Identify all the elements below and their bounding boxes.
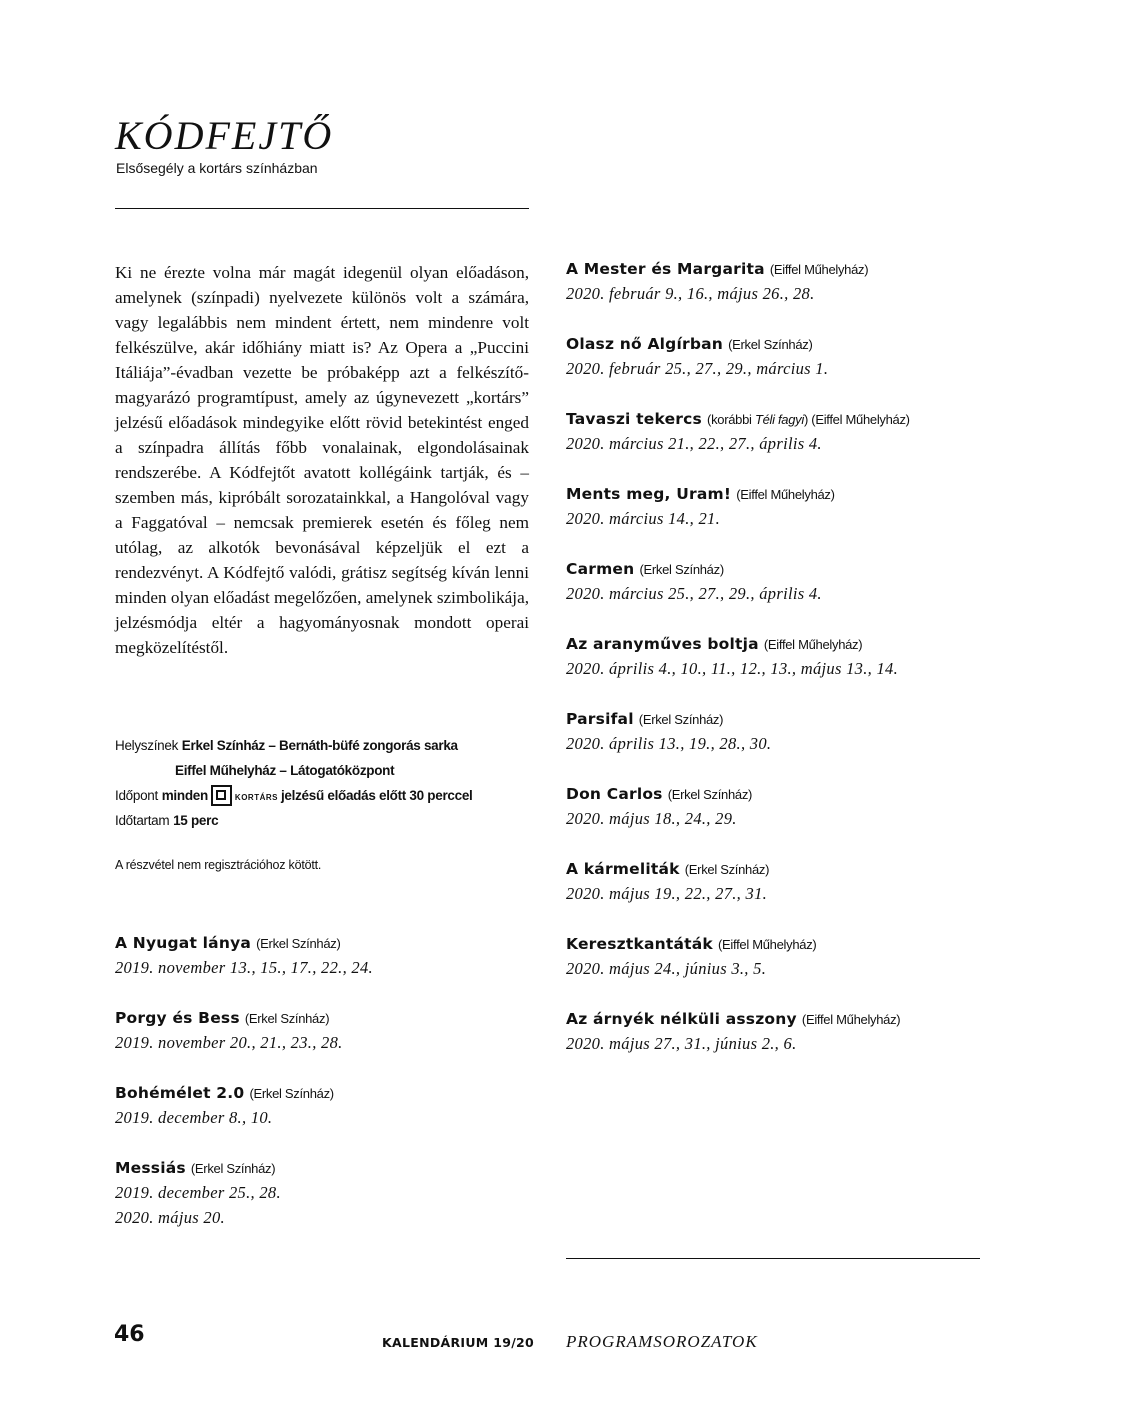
performance-title: Keresztkantáták <box>566 935 713 953</box>
performance-heading <box>115 1155 535 1180</box>
time-prefix: minden <box>161 788 208 803</box>
performance-dates: 2020. március 14., 21. <box>566 509 721 528</box>
performance-heading <box>566 556 996 581</box>
performance-title: Parsifal <box>566 710 634 728</box>
performance-list-right <box>566 256 996 1081</box>
performance-heading <box>566 406 996 431</box>
footer-divider <box>566 1258 980 1259</box>
duration-row <box>115 808 545 833</box>
performance-heading <box>115 1005 535 1030</box>
performance-dates: 2019. november 13., 15., 17., 22., 24. <box>115 958 373 977</box>
performance-item <box>115 1005 535 1055</box>
event-info-block <box>115 733 545 833</box>
performance-title: Az árnyék nélküli asszony <box>566 1010 797 1028</box>
performance-title: Messiás <box>115 1159 186 1177</box>
performance-venue: (Erkel Színház) <box>639 562 724 577</box>
performance-item <box>566 256 996 306</box>
performance-dates: 2019. november 20., 21., 23., 28. <box>115 1033 343 1052</box>
performance-item <box>566 931 996 981</box>
performance-venue: (Erkel Színház) <box>638 712 724 727</box>
performance-title: Az aranyműves boltja <box>566 635 759 653</box>
venue-note-suffix: ) (Eiffel Műhelyház) <box>803 412 910 427</box>
performance-heading <box>115 930 535 955</box>
performance-title: Bohémélet 2.0 <box>115 1084 245 1102</box>
performance-venue: (Erkel Színház) <box>667 787 753 802</box>
performance-item <box>115 1155 535 1230</box>
location-value-2: Eiffel Műhelyház – Látogatóközpont <box>175 763 395 778</box>
performance-item <box>566 1006 996 1056</box>
time-label: Időpont <box>115 788 158 803</box>
performance-item <box>115 1080 535 1130</box>
performance-venue <box>707 412 910 427</box>
time-suffix: jelzésű előadás előtt 30 perccel <box>280 788 473 803</box>
performance-dates: 2020. február 9., 16., május 26., 28. <box>566 284 815 303</box>
intro-paragraph: Ki ne érezte volna már magát idegenül olyan előadáson, amelynek (színpadi) nyelvezete különös volt a számára, vagy legalábbis nem mindent értett, nem mindenre volt felkészülve, akár időhiány miatt is? Az Opera a „Puccini Itáliája”-évadban vezette be próbaképp azt a felkészítő-magyarázó programtípust, amely az úgynevezett „kortárs” jelzésű előadások mindegyike előtt rövid betekintést enged a színpadra állítás főbb vonalainak, elgondolásainak rendszerébe. A Kódfejtőt avatott kollégáink tartják, és – szemben más, kipróbált sorozatainkkal, a Hangolóval vagy a Faggatóval – nemcsak premierek esetén és főleg nem utólag, az alkotók bevonásával képzeljük el ezt a rendezvényt. A Kódfejtő valódi, grátisz segítség kíván lenni minden olyan előadást megelőzően, amelynek szimbolikája, jelzésmódja eltér a hagyományosnak mondott operai megközelítéstől. <box>115 263 529 657</box>
performance-dates: 2019. december 25., 28. <box>115 1183 281 1202</box>
performance-venue: (Erkel Színház) <box>249 1086 334 1101</box>
performance-heading <box>566 856 996 881</box>
registration-note: A részvétel nem regisztrációhoz kötött. <box>115 858 322 872</box>
performance-heading <box>566 631 996 656</box>
performance-heading <box>566 781 996 806</box>
performance-dates: 2020. május 24., június 3., 5. <box>566 959 767 978</box>
performance-title: Olasz nő Algírban <box>566 335 724 353</box>
performance-heading <box>566 331 996 356</box>
performance-list-left <box>115 930 535 1255</box>
performance-venue: (Erkel Színház) <box>190 1161 276 1176</box>
performance-title: A Nyugat lánya <box>115 934 252 952</box>
performance-item <box>566 706 996 756</box>
performance-heading <box>115 1080 535 1105</box>
section-name: PROGRAMSOROZATOK <box>566 1332 758 1351</box>
performance-item <box>566 631 996 681</box>
duration-label: Időtartam <box>115 813 170 828</box>
performance-venue: (Eiffel Műhelyház) <box>801 1012 901 1027</box>
location-value-1: Erkel Színház – Bernáth-büfé zongorás sarka <box>181 738 458 753</box>
time-row <box>115 783 545 808</box>
performance-dates: 2020. május 20. <box>115 1208 225 1227</box>
location-row-2 <box>115 758 545 783</box>
performance-dates: 2020. május 18., 24., 29. <box>566 809 737 828</box>
performance-venue: (Eiffel Műhelyház) <box>718 937 817 952</box>
performance-venue: (Eiffel Műhelyház) <box>736 487 835 502</box>
performance-heading <box>566 481 996 506</box>
performance-heading <box>566 706 996 731</box>
performance-item <box>566 481 996 531</box>
performance-venue: (Erkel Színház) <box>256 936 341 951</box>
page-subtitle: Elsősegély a kortárs színházban <box>116 160 318 176</box>
page-title: KÓDFEJTŐ <box>115 113 334 158</box>
performance-heading <box>566 256 996 281</box>
page-number: 46 <box>114 1322 145 1347</box>
performance-title: Porgy és Bess <box>115 1009 240 1027</box>
performance-item <box>566 856 996 906</box>
performance-venue: (Eiffel Műhelyház) <box>769 262 869 277</box>
venue-note-former-title: Téli fagyi <box>754 412 804 427</box>
performance-dates: 2020. április 4., 10., 11., 12., 13., május 13., 14. <box>566 659 899 678</box>
performance-venue: (Erkel Színház) <box>244 1011 330 1026</box>
performance-item <box>566 781 996 831</box>
venue-note-prefix: (korábbi <box>707 412 755 427</box>
performance-title: A Mester és Margarita <box>566 260 765 278</box>
performance-item <box>115 930 535 980</box>
performance-venue: (Erkel Színház) <box>728 337 813 352</box>
performance-title: Carmen <box>566 560 635 578</box>
location-row <box>115 733 545 758</box>
location-label: Helyszínek <box>115 738 179 753</box>
kortars-badge-icon <box>211 785 232 806</box>
performance-item <box>566 406 996 456</box>
performance-title: Don Carlos <box>566 785 663 803</box>
performance-title: Ments meg, Uram! <box>566 485 732 503</box>
performance-title: A kármeliták <box>566 860 680 878</box>
performance-heading <box>566 1006 996 1031</box>
performance-dates: 2020. május 19., 22., 27., 31. <box>566 884 768 903</box>
performance-dates: 2019. december 8., 10. <box>115 1108 273 1127</box>
performance-venue: (Eiffel Műhelyház) <box>763 637 863 652</box>
performance-heading <box>566 931 996 956</box>
performance-item <box>566 556 996 606</box>
performance-dates: 2020. március 21., 22., 27., április 4. <box>566 434 822 453</box>
publication-name: KALENDÁRIUM 19/20 <box>382 1335 535 1350</box>
performance-title: Tavaszi tekercs <box>566 410 702 428</box>
performance-dates: 2020. március 25., 27., 29., április 4. <box>566 584 822 603</box>
kortars-badge-label: KORTÁRS <box>234 793 278 802</box>
performance-venue: (Erkel Színház) <box>684 862 770 877</box>
performance-dates: 2020. február 25., 27., 29., március 1. <box>566 359 829 378</box>
duration-value: 15 perc <box>173 813 219 828</box>
performance-item <box>566 331 996 381</box>
header-divider <box>115 208 529 209</box>
performance-dates: 2020. május 27., 31., június 2., 6. <box>566 1034 797 1053</box>
performance-dates: 2020. április 13., 19., 28., 30. <box>566 734 772 753</box>
